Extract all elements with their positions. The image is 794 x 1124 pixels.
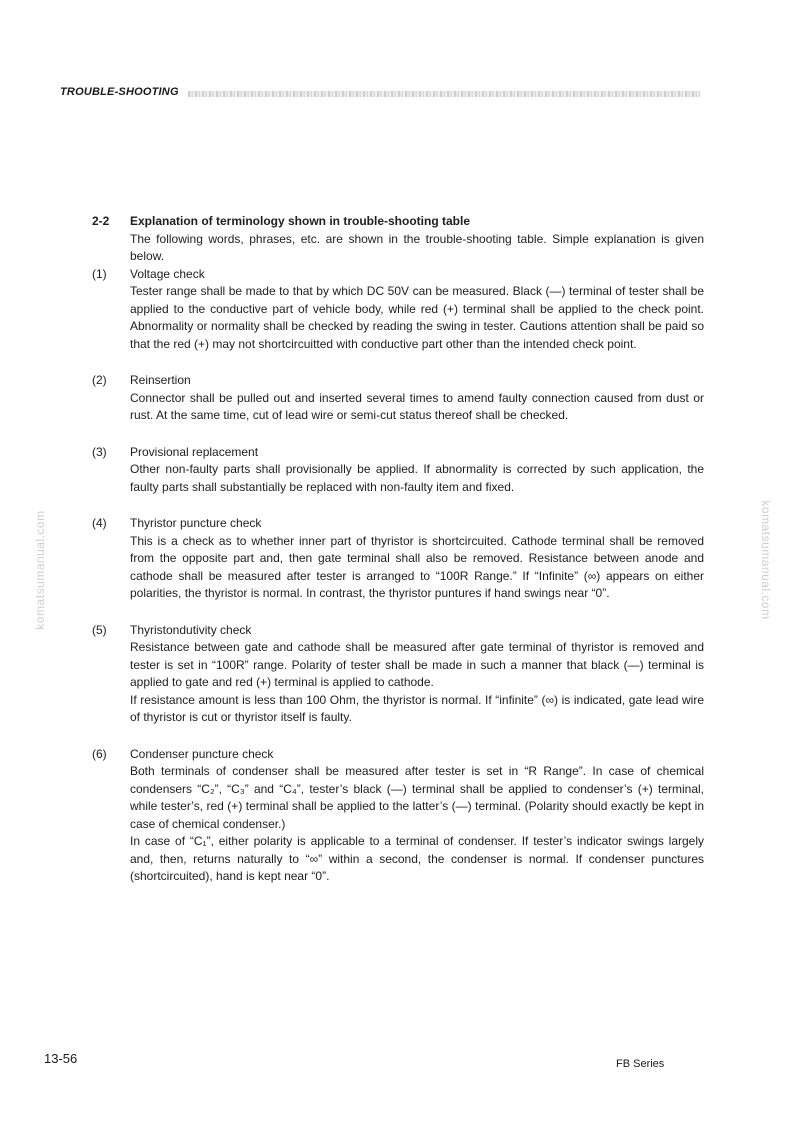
term-item-reinsertion: [92, 372, 704, 425]
term-item-provisional-replacement: [92, 444, 704, 497]
term-item-thyristor-conductivity-check: [92, 622, 704, 727]
item-body: [130, 746, 704, 886]
section-number: 2-2: [92, 214, 110, 228]
item-body: [130, 266, 704, 354]
header-rule: [188, 91, 700, 97]
item-text: Resistance between gate and cathode shall be measured after gate terminal of thyristor is removed and tester is set in “100R” range. Polarity of tester shall be made in such a manner that black (—) terminal is applied to gate and red (+) terminal is applied to cathode.: [130, 640, 704, 689]
item-title: Reinsertion: [130, 373, 191, 387]
item-text: Connector shall be pulled out and inserted several times to amend faulty connection caused from dust or rust. At the same time, cut of lead wire or semi-cut status thereof shall be checked.: [130, 390, 704, 422]
item-number: (4): [92, 516, 107, 530]
item-number: (3): [92, 444, 107, 459]
item-text: This is a check as to whether inner part of thyristor is shortcircuited. Cathode terminal shall be removed from the opposite part and, then gate terminal shall also be removed. Resistance between anode and cathode shall be measured after tester is arranged to “100R Range.” If “Infinite” (∞) appears on either polarities, the thyristor is normal. In contrast, the thyristor puntures if hand swings near “0”.: [130, 533, 704, 600]
item-number: (2): [92, 373, 107, 387]
item-text: Other non-faulty parts shall provisionally be applied. If abnormality is corrected by such application, the faulty parts shall substantially be replaced with non-faulty item and fixed.: [130, 462, 704, 494]
section-intro: The following words, phrases, etc. are shown in the trouble-shooting table. Simple explanation is given below.: [130, 231, 704, 263]
item-title: Condenser puncture check: [130, 746, 274, 761]
term-item-thyristor-puncture-check: [92, 515, 704, 603]
item-body: [130, 515, 704, 603]
item-body: [130, 622, 704, 727]
header-title: TROUBLE-SHOOTING: [60, 86, 179, 98]
item-title: Provisional replacement: [130, 444, 259, 459]
item-text: Both terminals of condenser shall be measured after tester is set in “R Range”. In case of chemical condensers “C₂”, “C₃” and “C₄”, tester’s black (—) terminal shall be applied to condenser’s (+) terminal, while tester’s, red (+) terminal shall be applied to the latter’s (—) terminal. (Polarity should exactly be kept in case of chemical condenser.): [130, 764, 704, 831]
item-body: [130, 444, 704, 497]
watermark-left: komatsumanual.com: [33, 510, 47, 630]
item-title: Voltage check: [130, 266, 205, 281]
item-number: (5): [92, 622, 107, 637]
item-title: Thyristondutivity check: [130, 622, 252, 637]
page-header: [60, 86, 700, 102]
item-number: (1): [92, 266, 107, 281]
item-title: Thyristor puncture check: [130, 516, 262, 530]
item-number: (6): [92, 746, 107, 761]
page-number: 13-56: [44, 1051, 78, 1066]
item-text-continued: In case of “C₁”, either polarity is applicable to a terminal of condenser. If tester’s indicator swings largely and, then, returns naturally to “∞” within a second, the condenser is normal. If condenser punctures (shortcircuited), hand is kept near “0”.: [130, 834, 704, 883]
watermark-right: komatsumanual.com: [759, 500, 773, 620]
item-text: Tester range shall be made to that by which DC 50V can be measured. Black (—) terminal of tester shall be applied to the conductive part of vehicle body, while red (+) terminal shall be applied to the check point. Abnormality or normality shall be checked by reading the swing in tester. Cautions attention shall be paid so that the red (+) may not shortcircuitted with conductive part other than the intended check point.: [130, 284, 704, 351]
item-body: [130, 372, 704, 425]
item-text-continued: If resistance amount is less than 100 Ohm, the thyristor is normal. If “infinite” (∞) is indicated, gate lead wire of thyristor is cut or thyristor itself is faulty.: [130, 692, 704, 724]
section-heading: [92, 213, 704, 231]
main-content: [92, 213, 704, 905]
section-title: Explanation of terminology shown in trouble-shooting table: [130, 214, 470, 228]
term-item-condenser-puncture-check: [92, 746, 704, 886]
series-label: FB Series: [616, 1058, 665, 1070]
term-item-voltage-check: [92, 266, 704, 354]
